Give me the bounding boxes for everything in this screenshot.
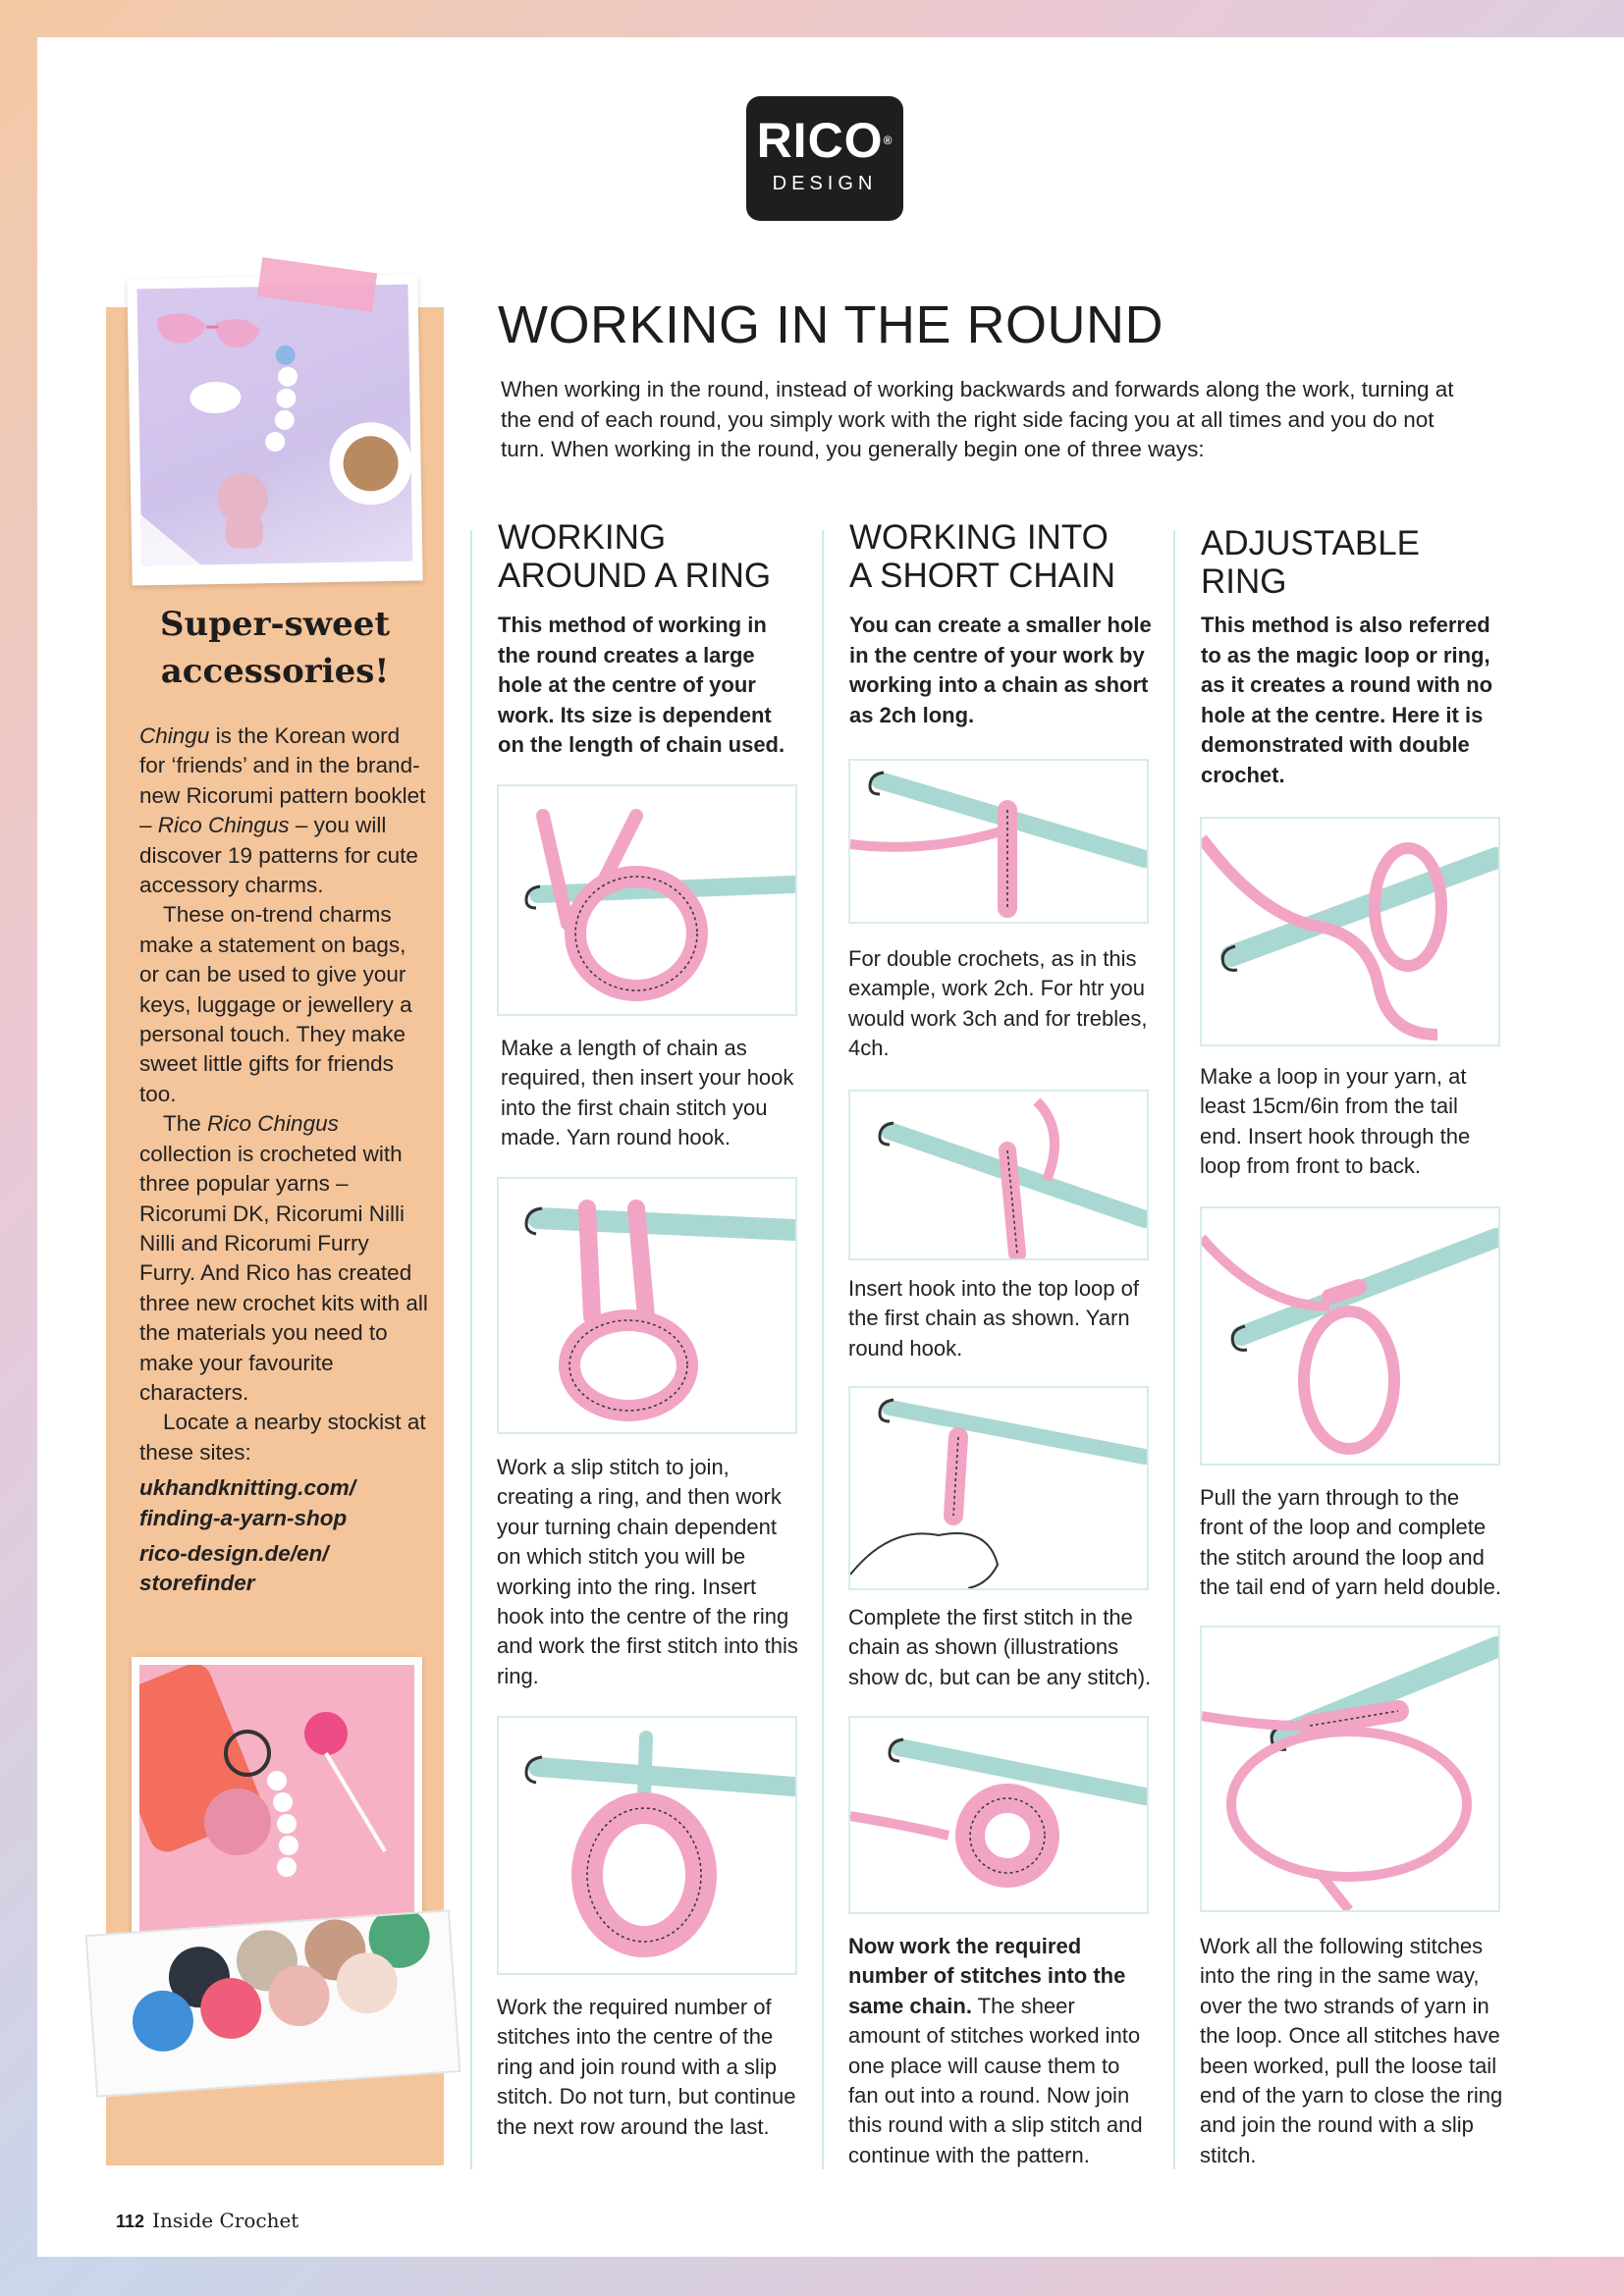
sidebar-heading	[137, 601, 412, 695]
crochet-kit-box	[85, 1909, 461, 2098]
link-rico-design[interactable]	[139, 1539, 430, 1599]
step-text: Make a loop in your yarn, at least 15cm/6in from the tail end. Insert hook through the loop from front to back.	[1200, 1064, 1471, 1179]
column-title-line2: A SHORT CHAIN	[849, 557, 1115, 595]
logo-registered: ®	[883, 133, 893, 147]
step-text: Complete the first stitch in the chain as shown (illustrations show dc, but can be any stitch).	[848, 1605, 1152, 1689]
chingu-term: Chingu	[139, 723, 210, 748]
column-lead: You can create a smaller hole in the centre of your work by working into a chain as short as 2ch long.	[849, 613, 1152, 727]
column-title	[849, 518, 1154, 595]
illustration-slip-stitch-ring	[497, 1177, 797, 1434]
booklet-title: Rico Chingus	[157, 813, 290, 838]
collection-title: Rico Chingus	[207, 1111, 339, 1137]
column-short-chain	[849, 518, 1154, 730]
sidebar-p3-a: The	[163, 1111, 208, 1137]
link2-part-a: rico-design.de/en/	[139, 1540, 329, 1566]
sidebar-p2: These on-trend charms make a statement on bags, or can be used to give your keys, luggage or jewellery a personal touch. They make sweet little gifts for friends too.	[139, 902, 412, 1106]
illustration-stitches-in-ring	[497, 1716, 797, 1975]
column-title	[498, 518, 802, 595]
column-divider	[470, 530, 472, 2169]
sidebar-heading-line1: Super-sweet	[159, 605, 391, 644]
sidebar-p1-b: – you will discover 19 patterns for cute accessory charms.	[139, 813, 418, 898]
step-text: Make a length of chain as required, then insert your hook into the first chain stitch you made. Yarn round hook.	[501, 1036, 794, 1150]
illustration-chain-hook	[497, 784, 797, 1016]
page-title: WORKING IN THE ROUND	[498, 295, 1164, 354]
column-lead: This method is also referred to as the magic loop or ring, as it creates a round with no hole at the centre. Here it is demonstrated with double crochet.	[1201, 613, 1493, 787]
column-lead: This method of working in the round creates a large hole at the centre of your work. Its size is dependent on the length of chain used.	[498, 613, 785, 757]
column-title-line1: ADJUSTABLE RING	[1201, 524, 1421, 601]
accessories-photo	[127, 274, 422, 585]
step-text: Pull the yarn through to the front of the loop and complete the stitch around the loop and the tail end of yarn held double.	[1200, 1485, 1502, 1600]
illustration-insert-hook	[848, 1090, 1149, 1260]
page-number: 112	[116, 2212, 145, 2231]
logo-brand: RICO	[756, 113, 884, 168]
column-title-line1: WORKING	[498, 518, 667, 557]
illustration-complete-stitch	[848, 1386, 1149, 1590]
column-divider	[822, 530, 824, 2169]
page-footer	[116, 2209, 298, 2232]
column-around-ring	[498, 518, 802, 761]
step-text: Work all the following stitches into the ring in the same way, over the two strands of yarn in the loop. Once all stitches have been worked, pull the loose tail end of the yarn to close the ring and join the round with a slip stitch.	[1200, 1934, 1503, 2167]
illustration-short-chain	[848, 759, 1149, 924]
phone-charm-photo	[132, 1657, 422, 1951]
step-text: Insert hook into the top loop of the first chain as shown. Yarn round hook.	[848, 1276, 1139, 1361]
sidebar-p1-a: is the Korean word for ‘friends’ and in the brand-new Ricorumi pattern booklet –	[139, 723, 426, 838]
step-text	[848, 1932, 1153, 2170]
column-adjustable-ring	[1201, 518, 1505, 790]
intro-paragraph: When working in the round, instead of working backwards and forwards along the work, turning at the end of each round, you simply work with the right side facing you at all times and you do not turn. When working in the round, you generally begin one of three ways:	[501, 377, 1454, 461]
illustration-magic-loop	[1200, 817, 1500, 1046]
rico-design-logo	[746, 96, 903, 221]
step-text: For double crochets, as in this example, work 2ch. For htr you would work 3ch and for trebles, 4ch.	[848, 946, 1148, 1061]
step-text-bold: Now work the required number of stitches into the same chain.	[848, 1934, 1126, 2018]
link2-part-b: storefinder	[139, 1571, 255, 1596]
logo-subtitle: DESIGN	[772, 173, 878, 194]
link1-part-b: finding-a-yarn-shop	[139, 1505, 348, 1530]
step-text: Work a slip stitch to join, creating a ring, and then work your turning chain dependent on which stitch you will be working into the ring. Insert hook into the centre of the ring and work the first stitch into this ring.	[497, 1455, 798, 1688]
sidebar-p4: Locate a nearby stockist at these sites:	[139, 1410, 426, 1465]
column-title-line1: WORKING INTO	[849, 518, 1109, 557]
illustration-close-ring	[1200, 1626, 1500, 1912]
sidebar-p3-b: collection is crocheted with three popular yarns – Ricorumi DK, Ricorumi Nilli Nilli and Ricorumi Furry Furry. And Rico has created three new crochet kits with all the materials you need to make your favourite characters.	[139, 1141, 428, 1405]
link-ukhandknitting[interactable]	[139, 1473, 430, 1533]
link1-part-a: ukhandknitting.com/	[139, 1475, 356, 1501]
sidebar-text	[139, 721, 430, 1599]
column-divider	[1173, 530, 1175, 2169]
column-title-line2: AROUND A RING	[498, 557, 772, 595]
illustration-fan-stitches	[848, 1716, 1149, 1914]
magazine-name: Inside Crochet	[152, 2209, 299, 2232]
column-title	[1201, 524, 1505, 601]
step-text: Work the required number of stitches into the centre of the ring and join round with a slip stitch. Do not turn, but continue the next row around the last.	[497, 1995, 796, 2139]
sidebar-heading-line2: accessories!	[160, 652, 390, 691]
illustration-pull-through-loop	[1200, 1206, 1500, 1466]
step-text-rest: The sheer amount of stitches worked into one place will cause them to fan out into a round. Now join this round with a slip stitch and continue with the pattern.	[848, 1993, 1143, 2167]
